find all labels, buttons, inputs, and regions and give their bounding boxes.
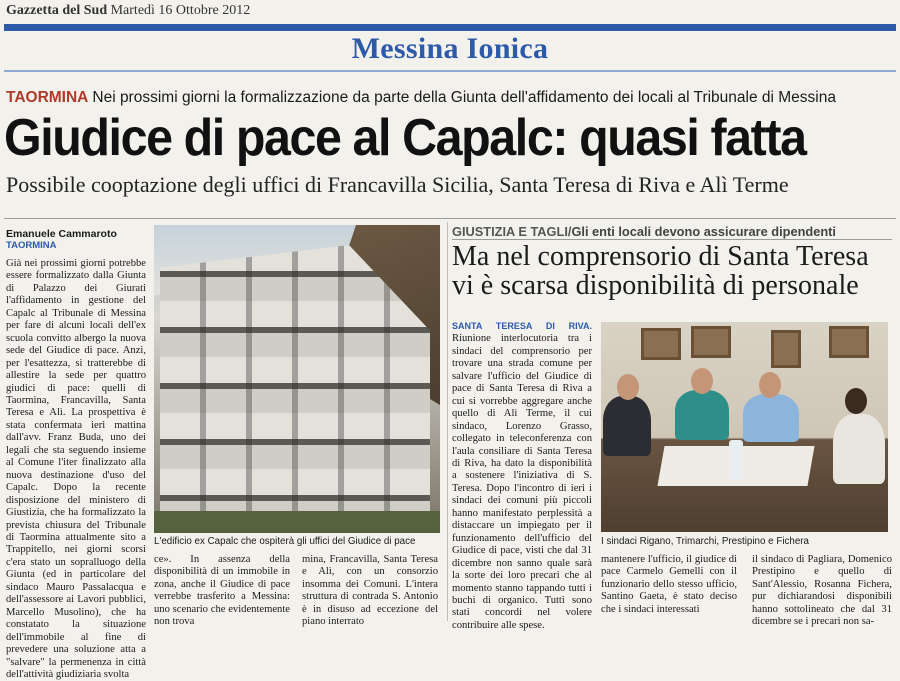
photo-wall-frame bbox=[641, 328, 681, 360]
masthead bbox=[6, 3, 250, 19]
photo-person bbox=[833, 414, 885, 484]
sidebar-text: Riunione interlocutoria tra i sindaci del comprensorio per trovare una strada comune per salvare l'ufficio del Giudice di pace di Santa Teresa di Riva a cui si vorrebbe aggregare anche quello di Alì Terme, il cui sindaco, Lorenzo Grasso, collegato in teleconferenza con l'aula consiliare di Santa Teresa di Riva, ha dato la disponibilità a sostenere l'iniziativa di S. Teresa. Dopo l'incontro di ieri i sindaci dei comuni più piccoli hanno manifestato perplessità a distaccare un impiegato per il funzionamento dell'ufficio del Giudice di pace, visti che dal 31 dicembre non sanno quale sarà la sorte dei loro precari che al momento stanno tappando tutti i buchi di organico. Tutti sono stati concordi nel volere contribuire alle spese. bbox=[452, 333, 592, 631]
sidebar-kicker bbox=[452, 224, 836, 239]
kicker-place: TAORMINA bbox=[6, 89, 89, 106]
photo-wall-frame bbox=[691, 326, 731, 358]
photo-person bbox=[675, 390, 729, 440]
article-column-1: Già nei prossimi giorni potrebbe essere formalizzato dalla Giunta di Palazzo dei Giurati l'affidamento in gestione del Capalc al Tribunale di Messina per fare di alcuni locali dell'ex scuola convitto albergo la nuova sede del Giudice di pace. Anzi, per l'esattezza, si tratterebbe di allestire la sede per quattro giudici di pace: quelli di Taormina, Francavilla, Santa Teresa e Alì. La prospettiva è stata confermata ieri mattina dall'avv. Franz Buda, uno dei legali che sta seguendo insieme al Comune l'iter finalizzato alla nuova destinazione d'uso del Capalc. Dopo la recente disposizione del ministero di Giustizia, che ha formalizzato la prevista chiusura del Tribunale di Taormina attualmente sito a Trappitello, nei giorni scorsi c'era stato un sopralluogo della Giunta (ed in particolare del sindaco Mauro Passalacqua e dell'assessore ai Lavori pubblici, Marcello Musolino), che ha constatato la situazione dell'immobile al fine di prevedere una soluzione atta a "salvare" la permenenza in città dell'attività giudiziaria svolta bbox=[6, 258, 146, 680]
kicker-text: Nei prossimi giorni la formalizzazione da parte della Giunta dell'affidamento dei locali al Tribunale di Messina bbox=[92, 89, 836, 106]
issue-date: Martedì 16 Ottobre 2012 bbox=[110, 3, 251, 18]
headline: Giudice di pace al Capalc: quasi fatta bbox=[4, 109, 806, 167]
photo-building-pillars bbox=[160, 245, 430, 530]
capalc-building-photo bbox=[154, 225, 440, 533]
subheadline: Possibile cooptazione degli uffici di Francavilla Sicilia, Santa Teresa di Riva e Alì Terme bbox=[6, 172, 789, 197]
sidebar-rule bbox=[452, 239, 892, 240]
divider bbox=[4, 218, 896, 219]
article-column-3: mina, Francavilla, Santa Teresa e Alì, con un consorzio insomma dei Comuni. L'intera struttura di contrada S. Antonio è in disuso ad eccezione del piano interrato bbox=[302, 554, 438, 628]
sidebar-column-1 bbox=[452, 320, 592, 632]
photo-wall-frame bbox=[829, 326, 869, 358]
sidebar-kicker-text: Gli enti locali devono assicurare dipendenti bbox=[571, 224, 836, 239]
photo-person-head bbox=[691, 368, 713, 394]
masthead-bar bbox=[4, 24, 896, 31]
photo-person-head bbox=[845, 388, 867, 414]
headline-kicker bbox=[6, 89, 836, 107]
sidebar-location: SANTA TERESA DI RIVA. bbox=[452, 321, 592, 331]
newspaper-name: Gazzetta del Sud bbox=[6, 3, 108, 18]
dateline-location: TAORMINA bbox=[6, 240, 57, 251]
photo-person bbox=[743, 394, 799, 442]
sidebar-column-2: mantenere l'ufficio, il giudice di pace Carmelo Gemelli con il funzionario dello stesso ufficio, Santino Gaeta, è stato deciso che i sindaci interessati bbox=[601, 554, 737, 615]
photo-caption: I sindaci Rigano, Trimarchi, Prestipino e Fichera bbox=[601, 536, 809, 547]
photo-person-head bbox=[617, 374, 639, 400]
sidebar-headline: Ma nel comprensorio di Santa Teresa vi è scarsa disponibilità di personale bbox=[452, 241, 869, 301]
article-column-2: ce». In assenza della disponibilità di un immobile in zona, anche il Giudice di pace verrebbe trasferito a Messina: uno scenario che evidentemente non trova bbox=[154, 554, 290, 628]
author-byline: Emanuele Cammaroto bbox=[6, 228, 117, 240]
sidebar-kicker-topic: GIUSTIZIA E TAGLI/ bbox=[452, 224, 572, 239]
photo-water-bottle bbox=[729, 440, 743, 480]
column-divider bbox=[447, 222, 448, 621]
sidebar-column-3: il sindaco di Pagliara, Domenico Prestipino e quello di Sant'Alessio, Rosanna Fichera, pur dichiarandosi disponibili hanno sottolineato che dal 31 dicembre se i precari non sa- bbox=[752, 554, 892, 628]
photo-wall-frame bbox=[771, 330, 801, 368]
section-title: Messina Ionica bbox=[351, 32, 549, 65]
photo-person bbox=[603, 396, 651, 456]
photo-vegetation bbox=[154, 511, 440, 533]
photo-caption: L'edificio ex Capalc che ospiterà gli uffici del Giudice di pace bbox=[154, 536, 416, 547]
photo-person-head bbox=[759, 372, 781, 398]
mayors-meeting-photo bbox=[601, 322, 888, 532]
section-rule bbox=[4, 70, 896, 72]
